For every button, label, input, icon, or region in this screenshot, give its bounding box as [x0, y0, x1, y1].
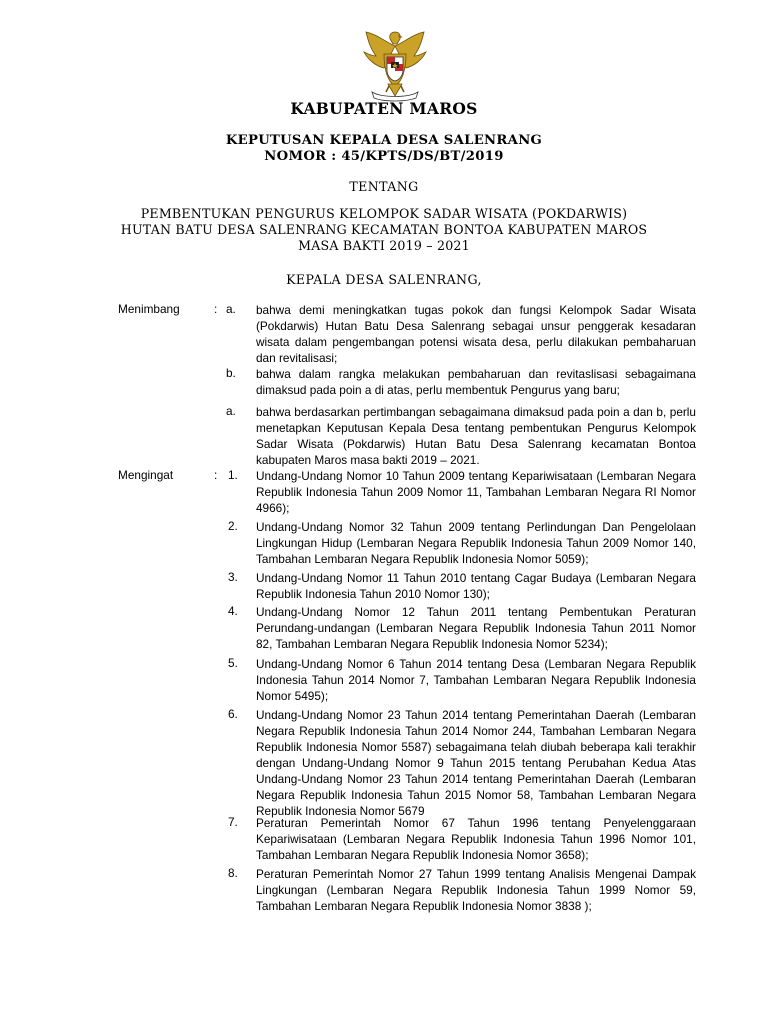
item-marker: b.	[226, 366, 236, 380]
about-heading: TENTANG	[349, 179, 419, 194]
mengingat-item-text: Undang-Undang Nomor 32 Tahun 2009 tentang Perlindungan Dan Pengelolaan Lingkungan Hidup (Lembaran Negara Republik Indonesia Tahun 2009 Nomor 140, Tambahan Lembaran Negara Republik Indonesia Nomor 5059);	[256, 520, 696, 566]
mengingat-item-text: Peraturan Pemerintah Nomor 27 Tahun 1999 tentang Analisis Mengenai Dampak Lingkungan (Lembaran Negara Republik Indonesia Tahun 1999 Nomor 59, Tambahan Lembaran Negara Republik Indonesia Nomor 3838 );	[256, 867, 696, 913]
menimbang-label: Menimbang	[118, 302, 180, 316]
menimbang-item-text: bahwa berdasarkan pertimbangan sebagaimana dimaksud pada poin a dan b, perlu menetapkan Keputusan Kepala Desa tentang pembentukan Pengurus Kelompok Sadar Wisata (Pokdarwis) Hutan Batu Desa Salenrang kecamatan Bontoa kabupaten Maros masa bakti 2019 – 2021.	[256, 405, 696, 467]
subject-line: PEMBENTUKAN PENGURUS KELOMPOK SADAR WISATA (POKDARWIS)	[140, 206, 628, 221]
menimbang-item-text: bahwa dalam rangka melakukan pembaharuan dan revitaslisasi sebagaimana dimaksud pada poin a di atas, perlu membentuk Pengurus yang baru;	[256, 367, 696, 397]
issuer-heading: KEPALA DESA SALENRANG,	[286, 272, 482, 287]
item-marker: 4.	[228, 604, 238, 618]
item-marker: a.	[226, 302, 236, 316]
subject-line: HUTAN BATU DESA SALENRANG KECAMATAN BONTOA KABUPATEN MAROS	[120, 222, 648, 237]
subject-line: MASA BAKTI 2019 – 2021	[298, 238, 470, 253]
item-marker: 6.	[228, 707, 238, 721]
mengingat-label: Mengingat	[118, 468, 174, 482]
garuda-emblem-icon	[358, 26, 432, 104]
mengingat-item-text: Undang-Undang Nomor 12 Tahun 2011 tentang Pembentukan Peraturan Perundang-undangan (Lembaran Negara Republik Indonesia Tahun 2011 Nomor 82, Tambahan Lembaran Negara Republik Indonesia Nomor 5234);	[256, 605, 696, 651]
item-marker: 2.	[228, 519, 238, 533]
decree-title: KEPUTUSAN KEPALA DESA SALENRANG	[225, 133, 543, 148]
item-marker: 3.	[228, 570, 238, 584]
menimbang-item-text: bahwa demi meningkatkan tugas pokok dan fungsi Kelompok Sadar Wisata (Pokdarwis) Hutan Batu Desa Salenrang sebagai unsur penggerak kesadaran wisata dalam pengembangan potensi wisata desa, perlu dilakukan pembaharuan dan revitalisasi;	[256, 303, 696, 365]
mengingat-item-text: Undang-Undang Nomor 23 Tahun 2014 tentang Pemerintahan Daerah (Lembaran Negara Republik Indonesia Tahun 2014 Nomor 244, Tambahan Lembaran Negara Republik Indonesia Nomor 5587) sebagaimana telah diubah beberapa kali terakhir dengan Undang-Undang Nomor 9 Tahun 2015 tentang Perubahan Kedua Atas Undang-Undang Nomor 23 Tahun 2014 tentang Pemerintahan Daerah (Lembaran Negara Republik Indonesia Tahun 2015 Nomor 58, Tambahan Lembaran Negara Republik Indonesia Nomor 5679	[256, 708, 696, 818]
mengingat-item-text: Undang-Undang Nomor 6 Tahun 2014 tentang Desa (Lembaran Negara Republik Indonesia Tahun 2014 Nomor 7, Tambahan Lembaran Negara Republik Indonesia Nomor 5495);	[256, 657, 696, 703]
section-colon: :	[214, 468, 218, 482]
item-marker: a.	[226, 404, 236, 418]
mengingat-item-text: Undang-Undang Nomor 11 Tahun 2010 tentang Cagar Budaya (Lembaran Negara Republik Indonesia Tahun 2010 Nomor 130);	[256, 571, 696, 601]
item-marker: 1.	[228, 468, 238, 482]
regency-title: KABUPATEN MAROS	[290, 99, 478, 118]
section-colon: :	[214, 302, 218, 316]
item-marker: 5.	[228, 656, 238, 670]
decree-number: NOMOR : 45/KPTS/DS/BT/2019	[264, 149, 504, 164]
item-marker: 7.	[228, 815, 238, 829]
mengingat-item-text: Undang-Undang Nomor 10 Tahun 2009 tentang Kepariwisataan (Lembaran Negara Republik Indonesia Tahun 2009 Nomor 11, Tambahan Lembaran Negara RI Nomor 4966);	[256, 469, 696, 515]
item-marker: 8.	[228, 866, 238, 880]
mengingat-item-text: Peraturan Pemerintah Nomor 67 Tahun 1996 tentang Penyelenggaraan Kepariwisataan (Lembaran Negara Republik Indonesia Tahun 1996 Nomor 101, Tambahan Lembaran Negara Republik Indonesia Nomor 3658);	[256, 816, 696, 862]
